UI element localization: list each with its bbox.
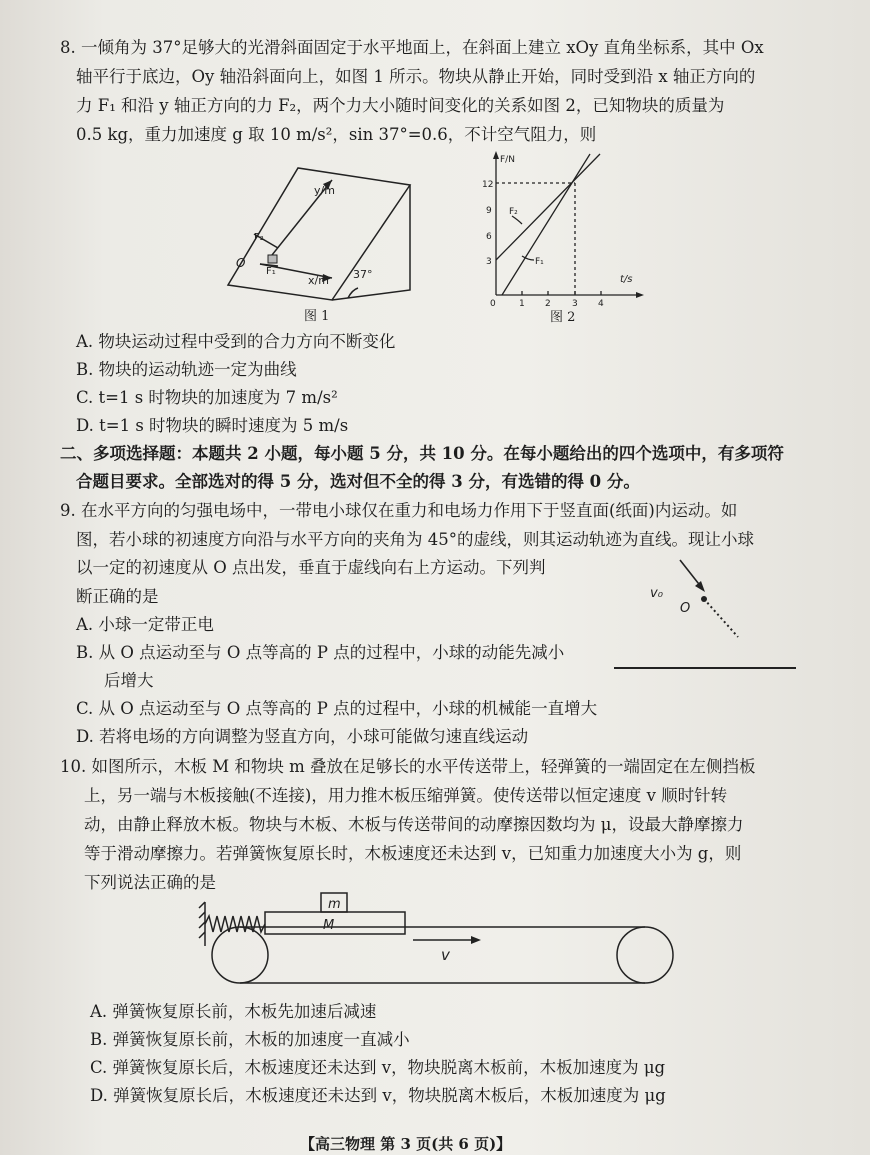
q8-fig1-caption: 图 1 — [304, 309, 330, 324]
q8-line-4: 0.5 kg，重力加速度 g 取 10 m/s²，sin 37°=0.6，不计空气阻力，则 — [76, 125, 597, 144]
q8-fig1-angle: 37° — [353, 268, 373, 281]
q10-figure-conveyor — [195, 890, 685, 990]
q9-fig-v0: v₀ — [650, 586, 663, 601]
q8-fig1-y-label: y/m — [314, 184, 335, 197]
q8-fig2-xtick-0: 0 — [490, 299, 496, 309]
q10-fig-v: v — [441, 946, 450, 964]
q8-fig2-caption: 图 2 — [550, 310, 576, 325]
q9-option-c: C. 从 O 点运动至与 O 点等高的 P 点的过程中，小球的机械能一直增大 — [76, 699, 598, 718]
q10-option-b: B. 弹簧恢复原长前，木板的加速度一直减小 — [90, 1030, 410, 1049]
q8-fig2-f2-label: F₂ — [509, 207, 518, 217]
q9-option-b: B. 从 O 点运动至与 O 点等高的 P 点的过程中，小球的动能先减小 — [76, 643, 565, 662]
q10-line-4: 等于滑动摩擦力。若弹簧恢复原长时，木板速度还未达到 v，已知重力加速度大小为 g，则 — [84, 844, 742, 863]
q8-fig2-ytick-9: 9 — [486, 206, 492, 216]
q10-fig-small-m: m — [328, 897, 341, 912]
q10-fig-big-m: M — [323, 918, 335, 933]
q8-fig2-ytick-6: 6 — [486, 232, 492, 242]
q8-fig1-f2: F₂ — [254, 232, 264, 243]
q8-option-c: C. t=1 s 时物块的加速度为 7 m/s² — [76, 388, 338, 407]
q10-line-2: 上，另一端与木板接触(不连接)，用力推木板压缩弹簧。使传送带以恒定速度 v 顺时针转 — [84, 786, 728, 805]
q9-fig-origin: O — [680, 601, 691, 616]
q9-line-4: 断正确的是 — [76, 587, 159, 606]
q8-fig2-xtick-4: 4 — [598, 299, 604, 309]
q8-fig2-x-axis: t/s — [620, 274, 633, 285]
q9-line-1: 9. 在水平方向的匀强电场中，一带电小球仅在重力和电场力作用下于竖直面(纸面)内运动。如 — [60, 501, 738, 520]
q9-figure — [610, 552, 800, 672]
q8-fig2-xtick-1: 1 — [519, 299, 525, 309]
page-footer: 【高三物理 第 3 页(共 6 页)】 — [300, 1135, 512, 1153]
q8-option-b: B. 物块的运动轨迹一定为曲线 — [76, 360, 297, 379]
q10-option-d: D. 弹簧恢复原长后，木板速度还未达到 v，物块脱离木板后，木板加速度为 μg — [90, 1086, 666, 1105]
q8-option-d: D. t=1 s 时物块的瞬时速度为 5 m/s — [76, 416, 349, 435]
q9-option-b-cont: 后增大 — [104, 671, 154, 690]
q8-fig2-y-axis: F/N — [500, 155, 515, 165]
section-2-heading-2: 合题目要求。全部选对的得 5 分，选对但不全的得 3 分，有选错的得 0 分。 — [76, 472, 640, 491]
q9-line-2: 图，若小球的初速度方向沿与水平方向的夹角为 45°的虚线，则其运动轨迹为直线。现让小球 — [76, 530, 754, 549]
section-2-heading-1: 二、多项选择题：本题共 2 小题，每小题 5 分，共 10 分。在每小题给出的四个选项中，有多项符 — [60, 444, 784, 463]
q8-line-2: 轴平行于底边，Oy 轴沿斜面向上，如图 1 所示。物块从静止开始，同时受到沿 x 轴正方向的 — [76, 67, 756, 86]
q8-fig2-xtick-3: 3 — [572, 299, 578, 309]
q8-line-1: 8. 一倾角为 37°足够大的光滑斜面固定于水平地面上，在斜面上建立 xOy 直角坐标系，其中 Ox — [60, 38, 764, 57]
q8-option-a: A. 物块运动过程中受到的合力方向不断变化 — [76, 332, 396, 351]
q8-fig1-x-label: x/m — [308, 274, 329, 287]
q9-line-3: 以一定的初速度从 O 点出发，垂直于虚线向右上方运动。下列判 — [76, 558, 546, 577]
q9-option-a: A. 小球一定带正电 — [76, 615, 214, 634]
q8-figure-1-incline — [220, 160, 420, 325]
q10-option-c: C. 弹簧恢复原长后，木板速度还未达到 v，物块脱离木板前，木板加速度为 μg — [90, 1058, 666, 1077]
q10-line-3: 动，由静止释放木板。物块与木板、木板与传送带间的动摩擦因数均为 μ，设最大静摩擦力 — [84, 815, 744, 834]
q8-line-3: 力 F₁ 和沿 y 轴正方向的力 F₂，两个力大小随时间变化的关系如图 2，已知物块的质量为 — [76, 96, 725, 115]
q10-line-5: 下列说法正确的是 — [84, 873, 216, 892]
q8-fig1-f1: F₁ — [266, 266, 276, 277]
q9-option-d: D. 若将电场的方向调整为竖直方向，小球可能做匀速直线运动 — [76, 727, 529, 746]
q8-fig2-xtick-2: 2 — [545, 299, 551, 309]
q10-line-1: 10. 如图所示，木板 M 和物块 m 叠放在足够长的水平传送带上，轻弹簧的一端固定在左侧挡板 — [60, 757, 756, 776]
q8-figure-2-graph — [478, 150, 648, 310]
q8-fig1-origin: O — [236, 256, 246, 270]
q8-fig2-ytick-12: 12 — [482, 180, 494, 190]
q10-option-a: A. 弹簧恢复原长前，木板先加速后减速 — [90, 1002, 377, 1021]
q8-fig2-ytick-3: 3 — [486, 257, 492, 267]
q8-fig2-f1-label: F₁ — [535, 257, 544, 267]
